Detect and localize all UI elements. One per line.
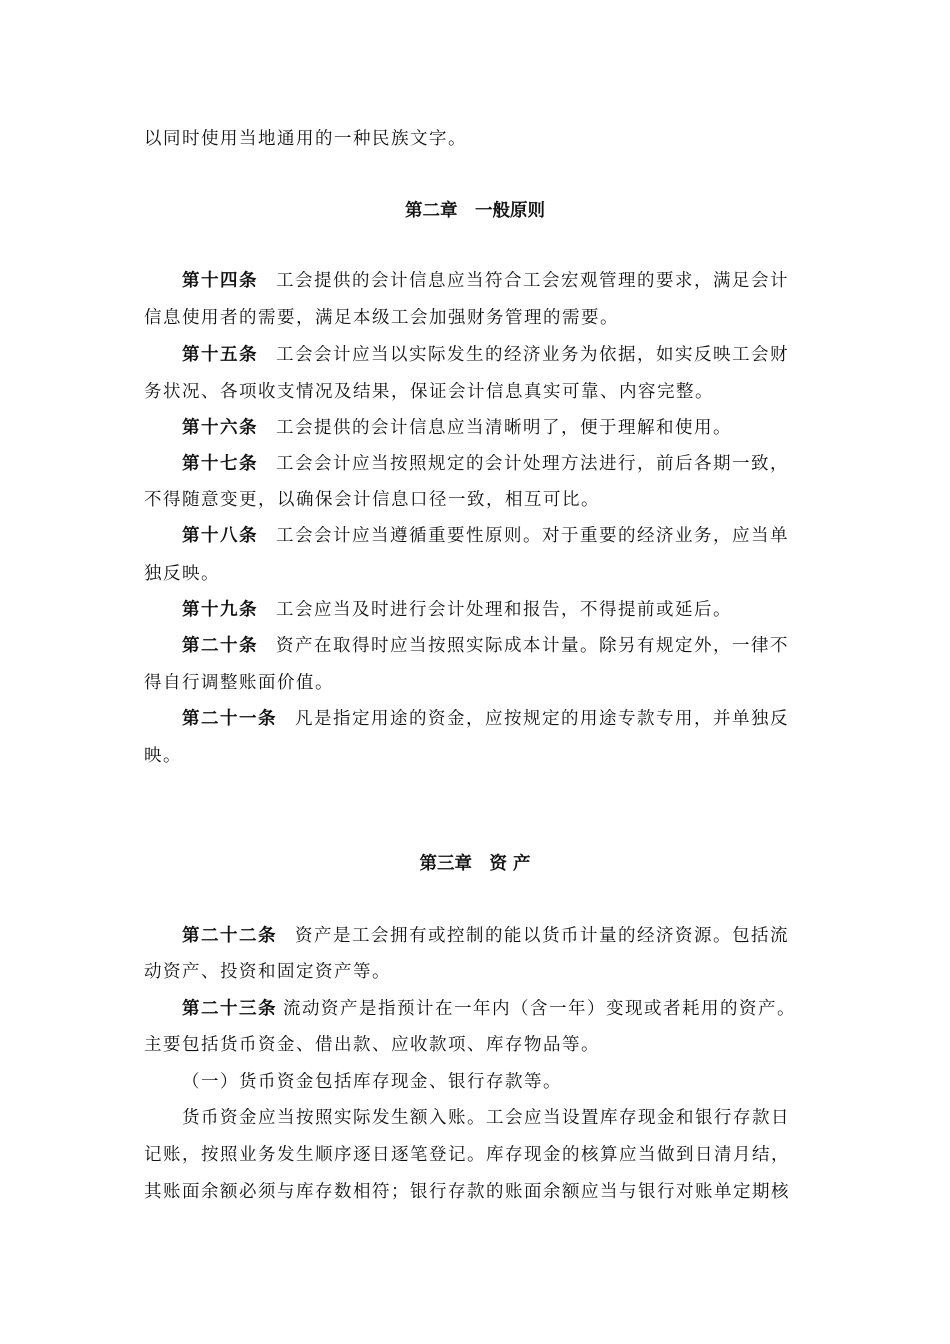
article-15 <box>182 344 806 366</box>
article-23-continued: 主要包括货币资金、借出款、应收款项、库存物品等。 <box>144 1035 600 1055</box>
article-text: 工会会计应当按照规定的会计处理方法进行，前后各期一致， <box>276 454 789 474</box>
article-label: 第十八条 <box>182 526 258 546</box>
article-text: 工会应当及时进行会计处理和报告，不得提前或延后。 <box>276 600 732 620</box>
article-text: 工会会计应当遵循重要性原则。对于重要的经济业务，应当单 <box>276 526 789 546</box>
article-22 <box>182 925 806 947</box>
paragraph-line-2: 记账，按照业务发生顺序逐日逐笔登记。库存现金的核算应当做到日清月结， <box>144 1145 790 1165</box>
article-14 <box>182 270 806 292</box>
article-text: 流动资产是指预计在一年内（含一年）变现或者耗用的资产。 <box>283 999 796 1019</box>
article-23 <box>182 998 806 1020</box>
article-text: 资产在取得时应当按照实际成本计量。除另有规定外，一律不 <box>276 636 789 656</box>
article-text: 工会提供的会计信息应当符合工会宏观管理的要求，满足会计 <box>276 271 789 291</box>
paragraph-line-1: 货币资金应当按照实际发生额入账。工会应当设置库存现金和银行存款日 <box>182 1108 790 1128</box>
article-14-continued: 信息使用者的需要，满足本级工会加强财务管理的需要。 <box>144 308 619 328</box>
article-20-continued: 得自行调整账面价值。 <box>144 673 334 693</box>
chapter-2-heading: 第二章 一般原则 <box>405 201 545 221</box>
article-17 <box>182 453 806 475</box>
item-1: （一）货币资金包括库存现金、银行存款等。 <box>182 1072 562 1092</box>
article-18 <box>182 525 806 547</box>
article-19 <box>182 599 806 621</box>
article-label: 第二十一条 <box>182 709 277 729</box>
article-label: 第十六条 <box>182 418 258 438</box>
article-label: 第二十三条 <box>182 999 277 1019</box>
article-15-continued: 务状况、各项收支情况及结果，保证会计信息真实可靠、内容完整。 <box>144 382 714 402</box>
intro-line: 以同时使用当地通用的一种民族文字。 <box>144 129 467 149</box>
chapter-3-heading: 第三章 资 产 <box>419 854 531 874</box>
article-21 <box>182 708 806 730</box>
article-label: 第十五条 <box>182 345 258 365</box>
article-label: 第二十二条 <box>182 926 277 946</box>
article-label: 第十七条 <box>182 454 258 474</box>
article-label: 第十四条 <box>182 271 258 291</box>
article-text: 工会提供的会计信息应当清晰明了，便于理解和使用。 <box>276 418 732 438</box>
paragraph-line-3: 其账面余额必须与库存数相符；银行存款的账面余额应当与银行对账单定期核 <box>144 1182 790 1202</box>
article-text: 凡是指定用途的资金，应按规定的用途专款专用，并单独反 <box>295 709 789 729</box>
article-text: 资产是工会拥有或控制的能以货币计量的经济资源。包括流 <box>295 926 789 946</box>
article-17-continued: 不得随意变更，以确保会计信息口径一致，相互可比。 <box>144 490 600 510</box>
article-20 <box>182 635 806 657</box>
article-22-continued: 动资产、投资和固定资产等。 <box>144 962 391 982</box>
article-label: 第二十条 <box>182 636 258 656</box>
article-21-continued: 映。 <box>144 746 182 766</box>
article-label: 第十九条 <box>182 600 258 620</box>
article-text: 工会会计应当以实际发生的经济业务为依据，如实反映工会财 <box>276 345 789 365</box>
article-16 <box>182 417 806 439</box>
article-18-continued: 独反映。 <box>144 564 220 584</box>
